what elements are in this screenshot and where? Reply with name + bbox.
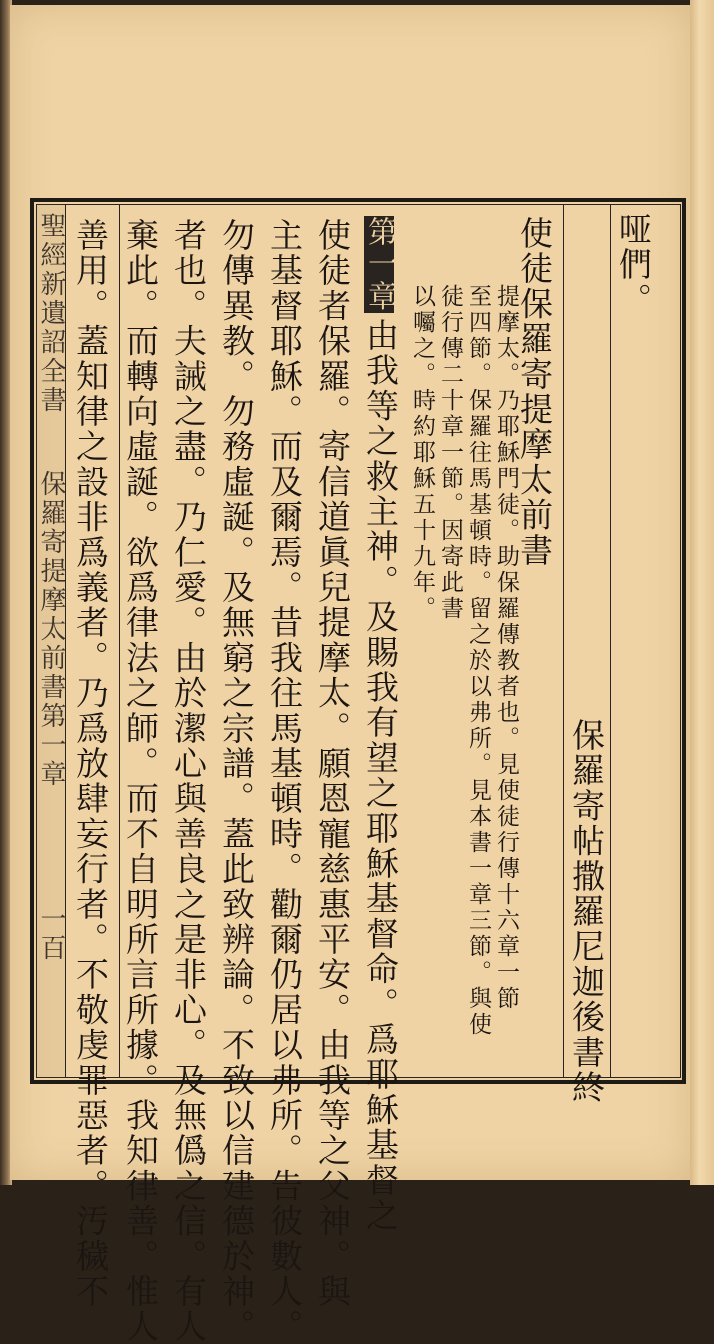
commentary-line: 至四節。保羅往馬基頓時。留之於以弗所。見本書一章三節。與使 — [465, 284, 491, 1038]
text-column: 使徒者保羅。寄信道眞兒提摩太。願恩寵慈惠平安。由我等之父神。與 — [313, 218, 352, 1310]
amen-line: 哑們。 — [614, 212, 653, 318]
commentary-line: 提摩太。乃耶穌門徒。助保羅傳教者也。見使徒行傳十六章一節 — [493, 284, 519, 1012]
text-column: 棄此。而轉向虛誕。欲爲律法之師。而不自明所言所據。我知律善。惟人 — [121, 218, 160, 1344]
text-column: 者也。夫誡之盡。乃仁愛。由於潔心與善良之是非心。及無僞之信。有人 — [169, 218, 208, 1344]
chapter-label-text: 第一章 — [362, 216, 397, 313]
book-title: 使徒保羅寄提摩太前書 — [515, 216, 554, 568]
text-column: 善用。蓋知律之設非爲義者。乃爲放肆妄行者。不敬虔罪惡者。汚穢不 — [71, 218, 110, 1310]
commentary-line: 徒行傳二十章一節。因寄此書 — [437, 284, 463, 622]
column-rule — [563, 204, 564, 1078]
fold-section: 保羅寄提摩太前書第一章 — [36, 470, 66, 789]
colophon-line: 保羅寄帖撒羅尼迦後書終 — [567, 718, 606, 1106]
page-edge-stack — [690, 0, 714, 1185]
text-column: 主基督耶穌。而及爾焉。昔我往馬基頓時。勸爾仍居以弗所。告彼數人。 — [265, 218, 304, 1344]
text-column: 勿傳異教。勿務虛誕。及無窮之宗譜。蓋此致辨論。不致以信建德於神。 — [217, 218, 256, 1344]
chapter-label — [362, 216, 397, 313]
column-rule — [119, 204, 120, 1078]
fold-page-number: 一百 — [36, 905, 66, 963]
text-column: 由我等之救主神。及賜我有望之耶穌基督命。爲耶穌基督之 — [361, 318, 400, 1234]
commentary-line: 以囑之。時約耶穌五十九年。 — [409, 284, 435, 622]
fold-title: 聖經新遺詔全書 — [36, 212, 66, 415]
column-rule — [610, 204, 611, 1078]
